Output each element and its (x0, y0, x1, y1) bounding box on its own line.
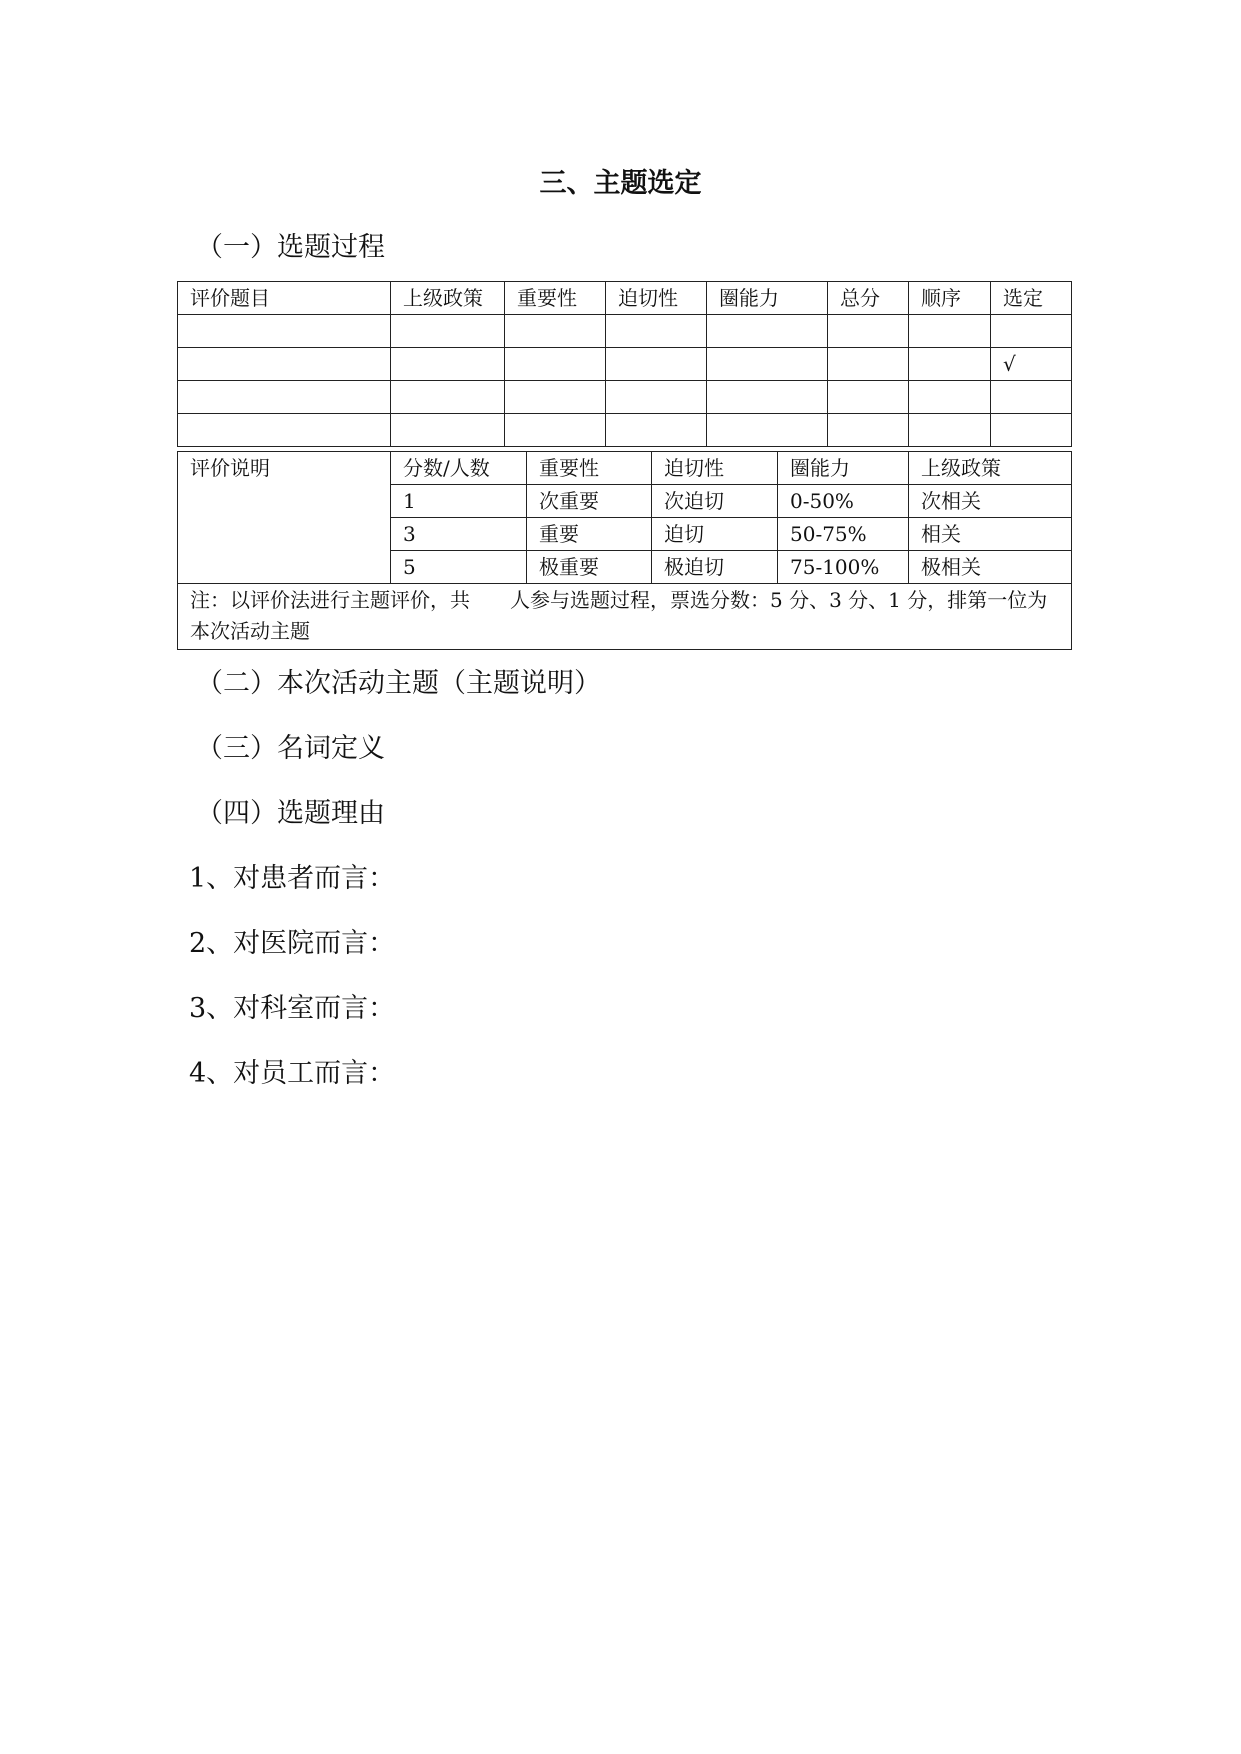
table-cell (828, 414, 909, 447)
table-cell: 次相关 (909, 485, 1072, 518)
table-cell: 3 (391, 518, 527, 551)
scoring-label: 评价说明 (178, 452, 391, 584)
table-cell (178, 381, 391, 414)
table-cell (909, 315, 991, 348)
table-cell: 相关 (909, 518, 1072, 551)
reason-item-hospital: 2、对医院而言： (189, 928, 396, 959)
table-cell (606, 348, 707, 381)
header-cell: 重要性 (505, 282, 606, 315)
header-cell: 总分 (828, 282, 909, 315)
section-heading-reason: （四）选题理由 (196, 798, 385, 829)
table-cell (991, 414, 1072, 447)
table-cell: 极相关 (909, 551, 1072, 584)
scoring-note: 注：以评价法进行主题评价，共 人参与选题过程，票选分数：5 分、3 分、1 分，排第一位为本次活动主题 (178, 584, 1072, 650)
section-heading-definition: （三）名词定义 (196, 733, 385, 764)
reason-item-department: 3、对科室而言： (189, 993, 396, 1024)
header-cell: 上级政策 (909, 452, 1072, 485)
section-heading-process: （一）选题过程 (196, 232, 385, 263)
header-cell: 迫切性 (652, 452, 778, 485)
note-row (178, 584, 1072, 650)
reason-item-staff: 4、对员工而言： (189, 1058, 396, 1089)
table-cell (606, 381, 707, 414)
table-cell: 迫切 (652, 518, 778, 551)
table-cell (707, 414, 828, 447)
table-cell (505, 414, 606, 447)
table-cell (707, 315, 828, 348)
table-row (178, 315, 1072, 348)
table-cell (391, 414, 505, 447)
table-cell (707, 381, 828, 414)
table-cell (391, 315, 505, 348)
selected-check-cell: √ (991, 348, 1072, 381)
header-cell: 评价题目 (178, 282, 391, 315)
table-cell (828, 381, 909, 414)
scoring-table (177, 451, 1072, 650)
header-cell: 顺序 (909, 282, 991, 315)
table-cell (178, 315, 391, 348)
header-cell: 上级政策 (391, 282, 505, 315)
table-cell (991, 315, 1072, 348)
table-cell (991, 381, 1072, 414)
table-cell: 5 (391, 551, 527, 584)
header-cell: 圈能力 (778, 452, 909, 485)
header-cell: 选定 (991, 282, 1072, 315)
table-header-row (178, 282, 1072, 315)
table-cell (909, 381, 991, 414)
table-cell (505, 348, 606, 381)
header-cell: 重要性 (527, 452, 652, 485)
table-cell: 重要 (527, 518, 652, 551)
page-title: 三、主题选定 (539, 168, 702, 199)
table-cell: 1 (391, 485, 527, 518)
table-row (178, 414, 1072, 447)
evaluation-table (177, 281, 1072, 447)
table-cell: 0-50% (778, 485, 909, 518)
table-cell: 极重要 (527, 551, 652, 584)
scoring-header-row (178, 452, 1072, 485)
table-row (178, 381, 1072, 414)
table-cell (707, 348, 828, 381)
table-cell (606, 414, 707, 447)
table-cell (391, 348, 505, 381)
table-cell: 75-100% (778, 551, 909, 584)
header-cell: 圈能力 (707, 282, 828, 315)
header-cell: 迫切性 (606, 282, 707, 315)
table-row (178, 348, 1072, 381)
table-cell (828, 348, 909, 381)
table-cell (391, 381, 505, 414)
table-cell (606, 315, 707, 348)
section-heading-theme: （二）本次活动主题（主题说明） (196, 668, 601, 699)
table-cell: 次重要 (527, 485, 652, 518)
table-cell: 50-75% (778, 518, 909, 551)
table-cell: 次迫切 (652, 485, 778, 518)
table-cell (178, 348, 391, 381)
table-cell: 极迫切 (652, 551, 778, 584)
table-cell (505, 381, 606, 414)
table-cell (909, 348, 991, 381)
reason-item-patient: 1、对患者而言： (189, 863, 396, 894)
header-cell: 分数/人数 (391, 452, 527, 485)
table-cell (505, 315, 606, 348)
table-cell (909, 414, 991, 447)
table-cell (178, 414, 391, 447)
table-cell (828, 315, 909, 348)
